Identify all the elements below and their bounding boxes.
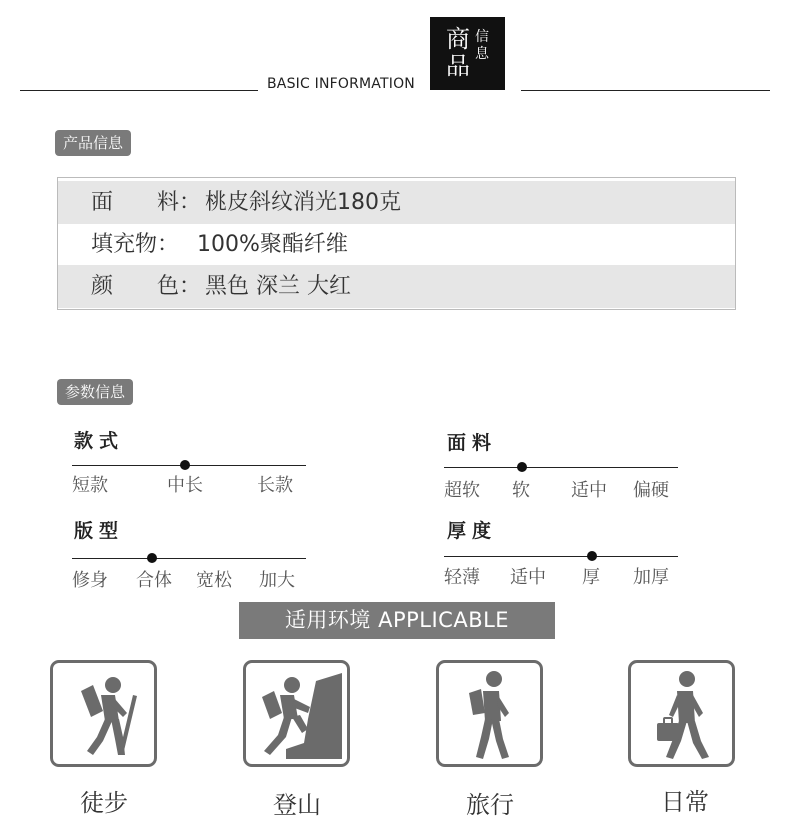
param-option: 厚 [582, 567, 600, 588]
param-selected-dot [180, 460, 190, 470]
param-option: 加厚 [633, 567, 669, 588]
climbing-icon [246, 663, 347, 764]
product-info-table [57, 177, 736, 310]
param-track-fabric [444, 467, 678, 468]
row-key: 填充物： [91, 232, 180, 257]
row-key: 颜 色： [91, 274, 202, 299]
header-subtitle: BASIC INFORMATION [267, 76, 415, 92]
param-option: 加大 [259, 570, 295, 591]
row-value: 100%聚酯纤维 [197, 232, 348, 257]
param-selected-dot [517, 462, 527, 472]
activity-climbing [243, 660, 350, 767]
param-option: 偏硬 [633, 480, 669, 501]
param-option: 轻薄 [444, 567, 480, 588]
param-title-style: 款式 [74, 430, 125, 452]
activity-label: 旅行 [466, 791, 514, 819]
activity-label: 日常 [661, 788, 709, 816]
product-info-tag: 产品信息 [55, 130, 131, 156]
param-title-fabric: 面料 [447, 432, 498, 454]
params-tag: 参数信息 [57, 379, 133, 405]
walking-with-briefcase-icon [631, 663, 732, 764]
row-value: 黑色 深兰 大红 [205, 274, 351, 299]
header-title-small: 信 息 [475, 29, 489, 62]
row-key: 面 料： [91, 190, 202, 215]
backpacker-icon [439, 663, 540, 764]
activity-daily [628, 660, 735, 767]
row-value: 桃皮斜纹消光180克 [205, 190, 401, 215]
header-left-rule [20, 90, 258, 91]
param-option: 软 [512, 480, 530, 501]
param-option: 短款 [72, 475, 108, 496]
param-option: 宽松 [196, 570, 232, 591]
param-option: 长款 [257, 475, 293, 496]
param-option: 适中 [571, 480, 607, 501]
header-title-box [430, 17, 505, 90]
param-option: 适中 [510, 567, 546, 588]
param-track-thickness [444, 556, 678, 557]
table-row [58, 223, 735, 266]
param-option: 合体 [136, 570, 172, 591]
header-title-big: 商 品 [446, 25, 470, 80]
param-track-fit [72, 558, 306, 559]
param-option: 超软 [444, 480, 480, 501]
activity-hiking [50, 660, 157, 767]
param-selected-dot [587, 551, 597, 561]
header-right-rule [521, 90, 770, 91]
table-row [58, 265, 735, 308]
param-option: 中长 [167, 475, 203, 496]
activity-label: 徒步 [80, 789, 128, 817]
activity-label: 登山 [273, 791, 321, 819]
hiking-icon [53, 663, 154, 764]
table-row [58, 181, 735, 224]
param-title-thickness: 厚度 [447, 520, 498, 542]
param-option: 修身 [72, 570, 108, 591]
applicable-banner: 适用环境 APPLICABLE [239, 602, 555, 639]
activity-travel [436, 660, 543, 767]
param-title-fit: 版型 [74, 520, 125, 542]
param-selected-dot [147, 553, 157, 563]
